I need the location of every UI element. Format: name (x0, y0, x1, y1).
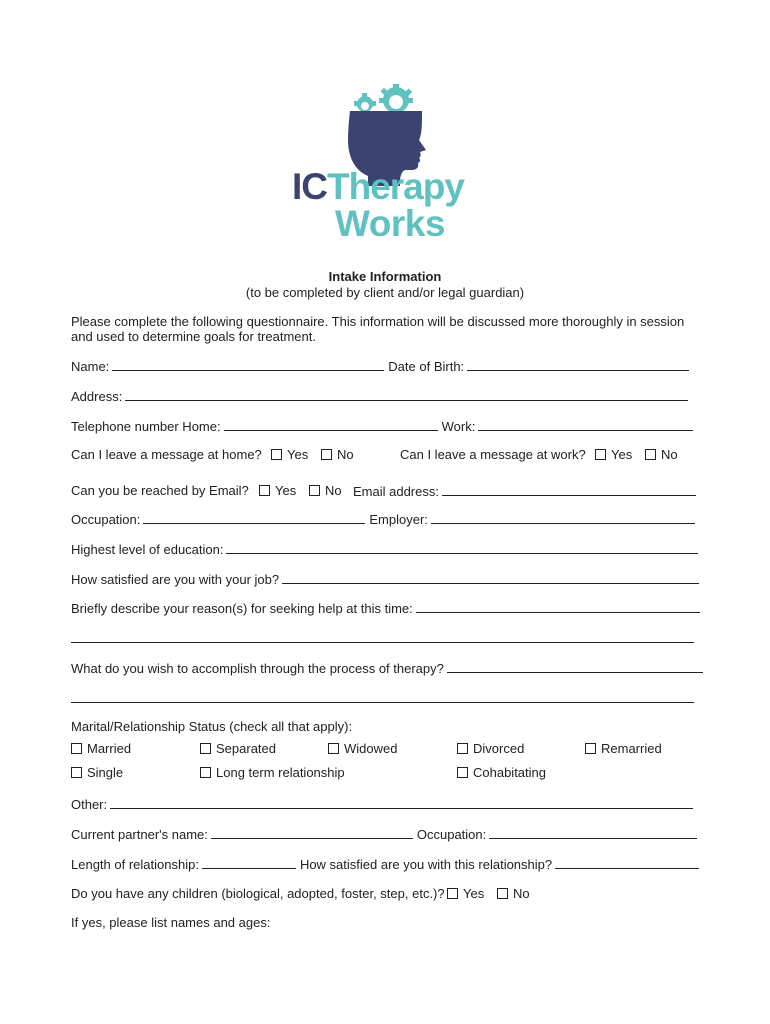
yes-label: Yes (287, 447, 309, 462)
accomplish-label: What do you wish to accomplish through the process of therapy? (71, 661, 444, 676)
phone-home-label: Telephone number Home: (71, 419, 221, 434)
checkbox[interactable] (309, 485, 320, 496)
checkbox[interactable] (328, 743, 339, 754)
address-row (71, 388, 692, 404)
partner-name-label: Current partner's name: (71, 827, 208, 842)
option-label: Remarried (601, 741, 662, 756)
option-single[interactable] (71, 765, 123, 781)
employer-field[interactable] (431, 511, 695, 524)
reason-field-line2[interactable] (71, 642, 694, 643)
option-label: Long term relationship (216, 765, 345, 780)
dob-label: Date of Birth: (388, 359, 465, 374)
email-address-row (353, 483, 700, 499)
education-row (71, 541, 702, 557)
occupation-row (71, 511, 699, 527)
relationship-satisfaction-label: How satisfied are you with this relationship? (299, 857, 553, 872)
address-field[interactable] (125, 388, 688, 401)
logo-wordmark (292, 168, 464, 205)
checkbox[interactable] (321, 449, 332, 460)
yes-label: Yes (463, 886, 485, 901)
other-row (71, 796, 697, 812)
accomplish-row (71, 660, 707, 676)
occupation-field[interactable] (143, 511, 365, 524)
option-label: Cohabitating (473, 765, 546, 780)
msg-home-yes[interactable] (271, 447, 308, 463)
occupation-label: Occupation: (71, 512, 141, 527)
option-label: Divorced (473, 741, 525, 756)
checkbox[interactable] (457, 767, 468, 778)
yes-label: Yes (275, 483, 297, 498)
name-field[interactable] (112, 358, 384, 371)
option-label: Married (87, 741, 132, 756)
address-label: Address: (71, 389, 123, 404)
phone-work-field[interactable] (478, 418, 693, 431)
name-label: Name: (71, 359, 110, 374)
form-title: Intake Information (328, 269, 442, 284)
option-label: Widowed (344, 741, 398, 756)
option-label: Separated (216, 741, 276, 756)
checkbox[interactable] (585, 743, 596, 754)
email-address-label: Email address: (353, 484, 439, 499)
reason-row (71, 600, 704, 616)
msg-work-label: Can I leave a message at work? (400, 447, 586, 462)
other-field[interactable] (110, 796, 693, 809)
phone-work-label: Work: (441, 419, 476, 434)
relationship-length-field[interactable] (202, 856, 296, 869)
checkbox[interactable] (271, 449, 282, 460)
children-yes[interactable] (447, 886, 484, 902)
other-label: Other: (71, 797, 108, 812)
name-row (71, 358, 693, 374)
logo-ic: IC (292, 166, 327, 207)
partner-name-field[interactable] (211, 826, 413, 839)
checkbox[interactable] (497, 888, 508, 899)
checkbox[interactable] (645, 449, 656, 460)
no-label: No (337, 447, 354, 462)
no-label: No (325, 483, 342, 498)
job-satisfaction-field[interactable] (282, 571, 699, 584)
email-reach-no[interactable] (309, 483, 342, 499)
education-field[interactable] (226, 541, 698, 554)
children-no[interactable] (497, 886, 530, 902)
logo-therapy: Therapy (327, 166, 464, 207)
option-cohabitating[interactable] (457, 765, 546, 781)
accomplish-field-line2[interactable] (71, 702, 694, 703)
checkbox[interactable] (259, 485, 270, 496)
checkbox[interactable] (71, 767, 82, 778)
job-satisfaction-row (71, 571, 703, 587)
msg-work-no[interactable] (645, 447, 678, 463)
partner-occupation-field[interactable] (489, 826, 697, 839)
checkbox[interactable] (200, 767, 211, 778)
employer-label: Employer: (369, 512, 428, 527)
form-intro: Please complete the following questionnaire. This information will be discussed more thoroughly in session and used to determine goals for treatment. (71, 314, 685, 344)
email-reach-yes[interactable] (259, 483, 296, 499)
checkbox[interactable] (595, 449, 606, 460)
checkbox[interactable] (457, 743, 468, 754)
yes-label: Yes (611, 447, 633, 462)
option-remarried[interactable] (585, 741, 662, 757)
partner-row (71, 826, 701, 842)
relationship-satisfaction-field[interactable] (555, 856, 699, 869)
accomplish-field[interactable] (447, 660, 703, 673)
children-list-label: If yes, please list names and ages: (71, 915, 271, 930)
partner-occupation-label: Occupation: (416, 827, 487, 842)
phone-home-field[interactable] (224, 418, 438, 431)
msg-home-label: Can I leave a message at home? (71, 447, 262, 462)
msg-home-no[interactable] (321, 447, 354, 463)
email-address-field[interactable] (442, 483, 696, 496)
dob-field[interactable] (467, 358, 689, 371)
no-label: No (661, 447, 678, 462)
reason-field[interactable] (416, 600, 700, 613)
reason-label: Briefly describe your reason(s) for seeking help at this time: (71, 601, 413, 616)
phone-row (71, 418, 697, 434)
education-label: Highest level of education: (71, 542, 224, 557)
logo-works: Works (335, 203, 445, 244)
option-label: Single (87, 765, 124, 780)
checkbox[interactable] (200, 743, 211, 754)
checkbox[interactable] (71, 743, 82, 754)
no-label: No (513, 886, 530, 901)
option-separated[interactable] (200, 741, 276, 757)
option-widowed[interactable] (328, 741, 397, 757)
checkbox[interactable] (447, 888, 458, 899)
option-long-term[interactable] (200, 765, 345, 781)
option-married[interactable] (71, 741, 131, 757)
msg-work-yes[interactable] (595, 447, 632, 463)
relationship-length-label: Length of relationship: (71, 857, 199, 872)
form-subtitle: (to be completed by client and/or legal guardian) (245, 285, 525, 300)
option-divorced[interactable] (457, 741, 524, 757)
email-reach-label: Can you be reached by Email? (71, 483, 249, 498)
marital-status-label: Marital/Relationship Status (check all that apply): (71, 719, 353, 734)
relationship-row (71, 856, 703, 872)
children-label: Do you have any children (biological, adopted, foster, step, etc.)? (71, 886, 445, 901)
job-satisfaction-label: How satisfied are you with your job? (71, 572, 280, 587)
